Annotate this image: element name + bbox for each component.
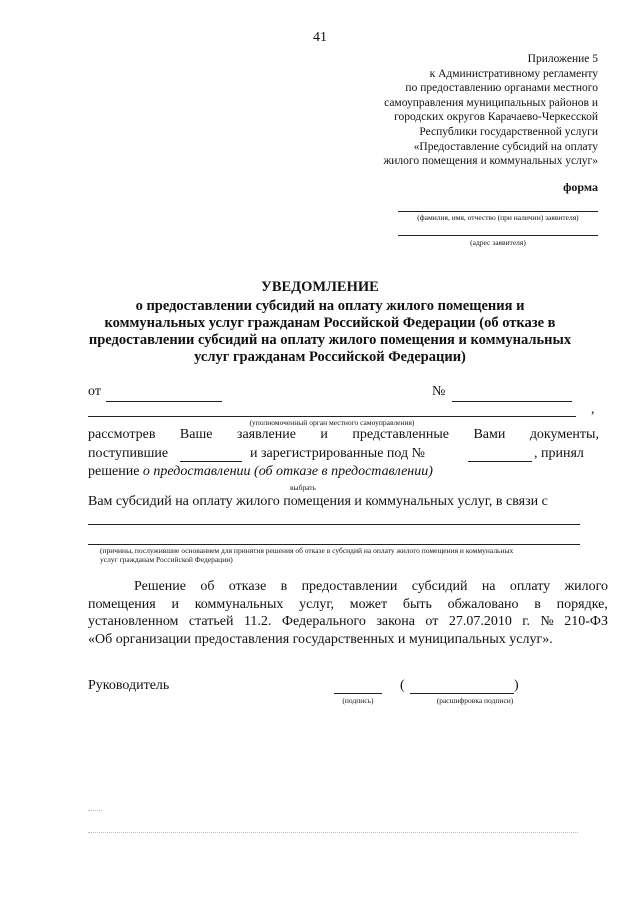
reasons-caption-line: услуг гражданам Российской Федерации) [100,555,233,564]
head-label: Руководитель [88,678,170,693]
word: Решение [134,579,187,594]
reasons-caption [100,546,513,564]
body-line-2-end: , принял [534,446,584,461]
word: обжаловано [447,596,519,612]
appendix-line: Республики государственной услуги [419,125,598,138]
word: заявление [236,427,296,442]
word: установленном [88,614,179,629]
word: и [320,427,328,442]
word: быть [402,596,432,612]
document-title: УВЕДОМЛЕНИЕ [261,279,379,295]
applicant-name-caption: (фамилия, имя, отчество (при наличии) заявителя) [417,213,579,222]
body-line-3 [88,464,433,480]
appeal-line-2 [88,596,608,614]
word: в [280,579,288,594]
word: рассмотрев [88,427,156,442]
subtitle-line: о предоставлении субсидий на оплату жилого помещения и [135,298,525,314]
date-field-line [106,401,222,402]
word: представленные [352,427,449,442]
word: 11.2. [243,614,272,629]
signature-line [334,693,382,694]
open-paren: ( [400,678,405,693]
authority-field-line [88,416,576,417]
word: оплату [509,579,551,594]
word: в [534,596,541,612]
reasons-caption-line: (причины, послужившие основанием для принятия решения об отказе в субсидий на оплату жилого помещения и коммунальных [100,546,514,555]
word: коммунальных [194,596,284,612]
body-line-4: Вам субсидий на оплату жилого помещения и коммунальных услуг, в связи с [88,494,548,509]
word: Ваше [179,427,213,442]
word: об [200,579,215,594]
word: порядке, [556,596,608,612]
applicant-address-caption: (адрес заявителя) [470,238,526,247]
word: закона [376,614,415,629]
appendix-line: «Предоставление субсидий на оплату [413,140,598,153]
word: 27.07.2010 [448,614,512,629]
word: статьей [188,614,234,629]
authority-caption: (уполномоченный орган местного самоуправления) [249,418,415,427]
word: г. [522,614,530,629]
appendix-line: к Административному регламенту [429,67,598,80]
word: Федерального [281,614,366,629]
body-line-2-start: поступившие [88,446,169,461]
scan-artifact [88,832,578,833]
body-line-2-middle: и зарегистрированные под № [250,446,425,461]
decision-choice-text: о предоставлении (об отказе в предоставлении) [142,464,433,479]
word: отказе [228,579,267,594]
from-label: от [88,384,101,399]
appendix-line: жилого помещения и коммунальных услуг» [383,155,598,168]
signature-decoding-line [410,693,514,694]
word: может [349,596,388,612]
number-label: № [432,384,446,399]
subtitle-line: услуг гражданам Российской Федерации) [194,349,466,365]
trailing-comma: , [591,402,595,417]
appendix-line: по предоставлению органами местного [405,82,598,95]
word: субсидий [411,579,468,594]
applicant-address-line [398,235,598,236]
subtitle-line: предоставлении субсидий на оплату жилого помещения и коммунальных [88,332,572,348]
page-number: 41 [313,30,327,45]
number-field-line [452,401,572,402]
subtitle-line: коммунальных услуг гражданам Российской Федерации (об отказе в [104,315,556,331]
appendix-line: городских округов Карачаево-Черкесской [394,111,598,124]
document-subtitle [60,298,600,366]
word: Вами [473,427,506,442]
form-label: форма [563,180,598,194]
word: 210-ФЗ [564,614,608,629]
word: от [425,614,439,629]
word: услуг, [299,596,334,612]
choose-caption: выбрать [290,483,316,492]
word: предоставлении [301,579,398,594]
scan-artifact [88,810,102,811]
appeal-line-4: «Об организации предоставления государственных и муниципальных услуг». [88,631,553,647]
word: и [171,596,179,612]
close-paren: ) [514,678,519,693]
signature-caption: (подпись) [342,696,374,705]
appendix-header [338,52,598,169]
word: на [481,579,496,594]
decoding-caption: (расшифровка подписи) [436,696,514,705]
received-date-line [180,461,242,462]
registration-number-line [468,461,532,462]
body-line-1 [88,427,599,443]
word: жилого [564,579,608,594]
reasons-line-2 [88,544,580,545]
appeal-line-1 [88,578,608,596]
appeal-paragraph [88,578,608,648]
appeal-line-3 [88,613,608,631]
word: № [540,614,554,629]
applicant-name-line [398,211,598,212]
decision-text: решение [88,464,143,479]
appendix-line: Приложение 5 [527,53,598,65]
word: помещения [88,596,156,612]
appendix-line: самоуправления муниципальных районов и [384,96,598,109]
word: документы, [529,427,599,442]
reasons-line-1 [88,524,580,525]
